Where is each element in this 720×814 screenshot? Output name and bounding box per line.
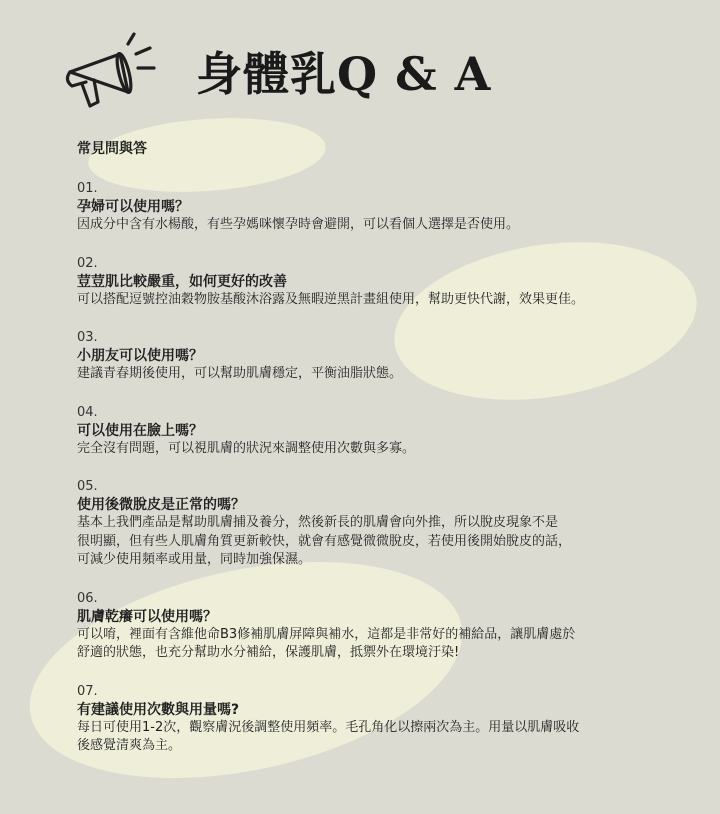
faq-question: 孕婦可以使用嗎？ bbox=[77, 199, 189, 215]
faq-question: 有建議使用次數與用量嗎? bbox=[77, 701, 240, 718]
faq-answer: 建議青春期後使用，可以幫助肌膚穩定，平衡油脂狀態。 bbox=[77, 366, 403, 381]
faq-heading: 常見問與答 bbox=[77, 141, 147, 157]
faq-question: 使用後微脫皮是正常的嗎？ bbox=[77, 497, 245, 513]
faq-number: 03. bbox=[77, 330, 98, 345]
faq-item bbox=[77, 329, 677, 384]
faq-number: 06. bbox=[77, 590, 98, 606]
faq-item bbox=[77, 683, 677, 756]
faq-number: 07. bbox=[77, 683, 98, 699]
faq-number: 01. bbox=[77, 181, 98, 196]
faq-question: 荳荳肌比較嚴重，如何更好的改善 bbox=[77, 273, 287, 290]
faq-answer: 基本上我們產品是幫助肌膚捕及養分，然後新長的肌膚會向外推，所以脫皮現象不是 很明顯，但有些人肌膚角質更新較快，就會有感覺微微脫皮，若使用後開始脫皮的話， 可減少使用頻率或用量，同時加強保濕。 bbox=[77, 515, 572, 567]
faq-number: 04. bbox=[77, 404, 98, 420]
faq-number: 05. bbox=[77, 479, 98, 494]
megaphone-icon bbox=[62, 28, 162, 116]
faq-item bbox=[77, 590, 677, 663]
faq-answer: 每日可使用1-2次，觀察膚況後調整使用頻率。毛孔角化以擦兩次為主。用量以肌膚吸收 後感覺清爽為主。 bbox=[77, 719, 580, 753]
page-title: 身體乳Q & A bbox=[196, 47, 492, 101]
faq-item bbox=[77, 180, 677, 235]
faq-answer: 完全沒有問題，可以視肌膚的狀況來調整使用次數與多寡。 bbox=[77, 440, 416, 456]
faq-answer: 可以唷，裡面有含維他命B3修補肌膚屏障與補水，這都是非常好的補給品，讓肌膚處於 舒適的狀態，也充分幫助水分補給，保護肌膚，抵禦外在環境汙染! bbox=[77, 626, 576, 660]
faq-item bbox=[77, 404, 677, 459]
faq-number: 02. bbox=[77, 255, 98, 271]
faq-item bbox=[77, 255, 677, 310]
faq-question: 可以使用在臉上嗎？ bbox=[77, 422, 203, 439]
faq-section bbox=[77, 140, 677, 776]
faq-item bbox=[77, 478, 677, 570]
faq-question: 小朋友可以使用嗎？ bbox=[77, 348, 203, 364]
faq-answer: 因成分中含有水楊酸，有些孕媽咪懷孕時會避開，可以看個人選擇是否使用。 bbox=[77, 217, 520, 232]
faq-question: 肌膚乾癢可以使用嗎？ bbox=[77, 608, 217, 625]
faq-answer: 可以搭配逗號控油穀物胺基酸沐浴露及無暇逆黑計畫組使用，幫助更快代謝，效果更佳。 bbox=[77, 291, 585, 307]
